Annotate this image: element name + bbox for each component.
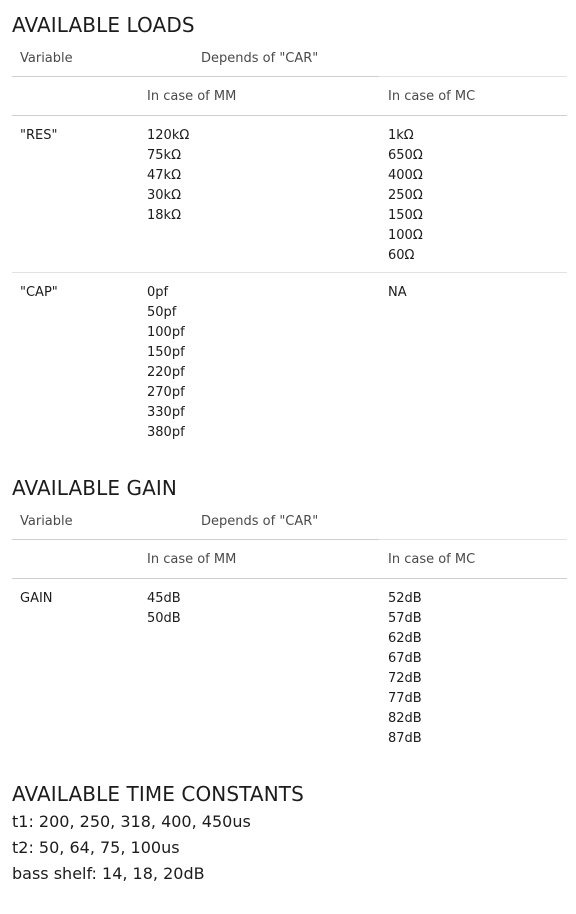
res-mm-value: 30kΩ <box>147 188 182 203</box>
loads-depends-header: Depends of "CAR" <box>201 51 319 66</box>
time-constant-t1: t1: 200, 250, 318, 400, 450us <box>12 812 251 831</box>
gain-header-row <box>12 502 567 540</box>
loads-title: AVAILABLE LOADS <box>12 13 195 37</box>
gain-mc-value: 62dB <box>388 631 422 646</box>
cap-mm-value: 220pf <box>147 365 185 380</box>
loads-variable-header: Variable <box>20 51 73 66</box>
variable-name <box>20 283 58 303</box>
res-mc-value: 650Ω <box>388 148 423 163</box>
gain-mm-value: 45dB <box>147 591 181 606</box>
cap-mc-value: NA <box>388 285 407 300</box>
mm-values <box>147 126 189 226</box>
variable-name <box>20 126 57 146</box>
cap-mm-value: 330pf <box>147 405 185 420</box>
mm-values <box>147 589 181 629</box>
table-row <box>12 579 567 755</box>
gain-mc-value: 77dB <box>388 691 422 706</box>
gain-mc-value: 82dB <box>388 711 422 726</box>
gain-mc-value: 57dB <box>388 611 422 626</box>
variable-gain: GAIN <box>20 591 53 606</box>
mm-values <box>147 283 185 443</box>
gain-mm-value: 50dB <box>147 611 181 626</box>
cap-mm-value: 100pf <box>147 325 185 340</box>
gain-depends-header: Depends of "CAR" <box>201 514 319 529</box>
res-mc-value: 400Ω <box>388 168 423 183</box>
bass-shelf: bass shelf: 14, 18, 20dB <box>12 864 205 883</box>
loads-mm-header: In case of MM <box>147 89 237 104</box>
res-mc-value: 1kΩ <box>388 128 414 143</box>
res-mc-value: 250Ω <box>388 188 423 203</box>
gain-mm-header: In case of MM <box>147 552 237 567</box>
variable-name <box>20 589 53 609</box>
res-mc-value: 60Ω <box>388 248 415 263</box>
cap-mm-value: 150pf <box>147 345 185 360</box>
cap-mm-value: 0pf <box>147 285 169 300</box>
gain-table <box>12 502 567 755</box>
table-row <box>12 116 567 273</box>
gain-mc-header: In case of MC <box>388 552 476 567</box>
loads-header-row <box>12 39 567 77</box>
res-mc-value: 150Ω <box>388 208 423 223</box>
gain-mc-value: 87dB <box>388 731 422 746</box>
variable-res: "RES" <box>20 128 58 143</box>
loads-subheader-row <box>12 77 567 116</box>
time-constants-title: AVAILABLE TIME CONSTANTS <box>12 782 304 806</box>
gain-mc-value: 67dB <box>388 651 422 666</box>
loads-table <box>12 39 567 449</box>
cap-mm-value: 50pf <box>147 305 177 320</box>
variable-cap: "CAP" <box>20 285 58 300</box>
gain-variable-header: Variable <box>20 514 73 529</box>
cap-mm-value: 380pf <box>147 425 185 440</box>
gain-mc-value: 72dB <box>388 671 422 686</box>
loads-mc-header: In case of MC <box>388 89 476 104</box>
mc-values <box>388 589 422 749</box>
mc-values <box>388 126 423 266</box>
res-mm-value: 47kΩ <box>147 168 182 183</box>
gain-subheader-row <box>12 540 567 579</box>
gain-title: AVAILABLE GAIN <box>12 476 177 500</box>
gain-mc-value: 52dB <box>388 591 422 606</box>
time-constant-t2: t2: 50, 64, 75, 100us <box>12 838 180 857</box>
cap-mm-value: 270pf <box>147 385 185 400</box>
res-mm-value: 120kΩ <box>147 128 190 143</box>
res-mm-value: 18kΩ <box>147 208 182 223</box>
table-row <box>12 273 567 449</box>
res-mm-value: 75kΩ <box>147 148 182 163</box>
mc-values <box>388 283 407 303</box>
res-mc-value: 100Ω <box>388 228 423 243</box>
